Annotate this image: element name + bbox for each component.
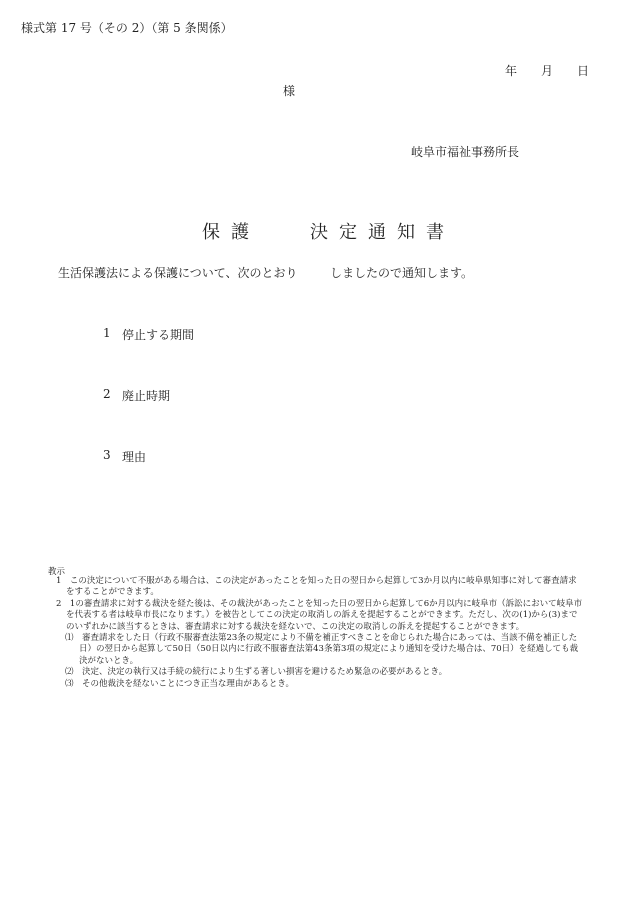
item-label: 理由: [122, 450, 147, 464]
notice-subitem-2: ⑵ 決定、決定の執行又は手続の続行により生ずる著しい損害を避けるため緊急の必要があるとき。: [65, 667, 448, 678]
notice-item-1: 1 この決定について不服がある場合は、この決定があったことを知った日の翌日から起算して3か月以内に岐阜県知事に対して審査請求をすることができます。: [56, 576, 577, 598]
form-number: 様式第 17 号（その 2）（第 5 条関係）: [21, 21, 233, 35]
body-text-before: 生活保護法による保護について、次のとおり: [58, 266, 298, 280]
item-number: 2: [103, 387, 111, 401]
date-month-label: 月: [541, 64, 554, 78]
notice-subitem-3: ⑶ その他裁決を経ないことにつき正当な理由があるとき。: [65, 678, 294, 689]
issuer-name: 岐阜市福祉事務所長: [411, 145, 520, 159]
notice-item-2: 2 1の審査請求に対する裁決を経た後は、その裁決があったことを知った日の翌日から起算して6か月以内に岐阜市（訴訟において岐阜市を代表する者は岐阜市長になります。）を被告としてこの決定の取消しの訴えを提起することができます。ただし、次の(1)から(3)までのいずれかに該当するときは、審査請求に対する裁決を経ないで、この決定の取消しの訴えを提起することができます。: [56, 598, 583, 632]
item-number: 3: [103, 448, 111, 462]
notice-section: [48, 576, 584, 690]
date-year-label: 年: [505, 64, 518, 78]
recipient-suffix: 様: [283, 84, 296, 98]
item-label: 停止する期間: [122, 328, 195, 342]
notice-heading: 教示: [48, 567, 66, 577]
date-day-label: 日: [577, 64, 590, 78]
body-text-after: しましたので通知します。: [330, 266, 474, 280]
item-label: 廃止時期: [122, 389, 171, 403]
item-number: 1: [103, 326, 111, 340]
document-title-left: 保護: [202, 222, 260, 243]
notice-subitem-1: ⑴ 審査請求をした日（行政不服審査法第23条の規定により不備を補正すべきことを命じられた場合にあっては、当該不備を補正した日）の翌日から起算して50日（50日以内に行政不服審査法第43条第3項の規定により通知を受けた場合は、70日）を経過しても裁決がないとき。: [65, 633, 579, 666]
document-title-right: 決定通知書: [310, 222, 455, 243]
